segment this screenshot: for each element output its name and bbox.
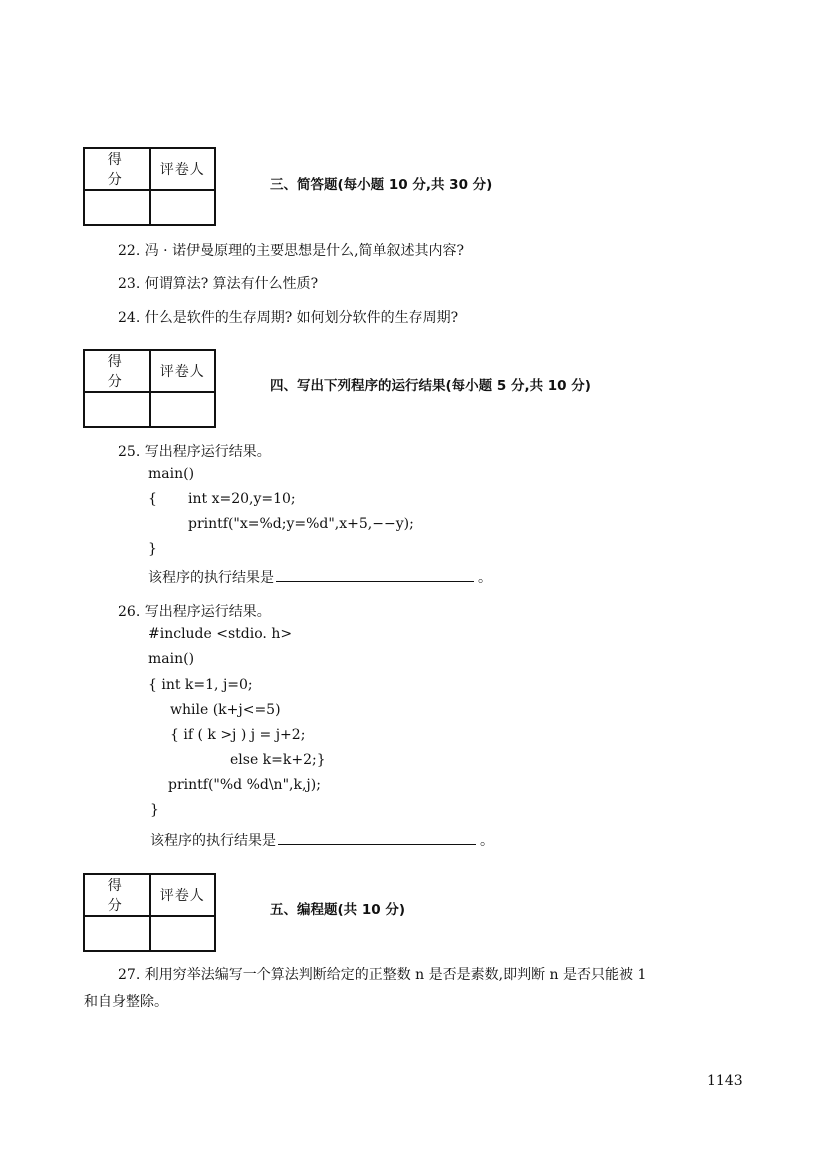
- code-line: }: [148, 541, 157, 557]
- grader-cell[interactable]: [150, 392, 216, 427]
- code-line: {: [148, 491, 157, 507]
- score-label: 得 分: [84, 148, 150, 190]
- code-line: main(): [148, 651, 195, 667]
- section4-title: 四、写出下列程序的运行结果(每小题 5 分,共 10 分): [270, 378, 591, 394]
- question-27-line2: 和自身整除。: [84, 994, 168, 1010]
- score-cell[interactable]: [84, 916, 150, 951]
- grader-label: 评卷人: [150, 874, 216, 916]
- code-line: while (k+j<=5): [170, 702, 281, 718]
- score-cell[interactable]: [84, 392, 150, 427]
- question-25-prompt: 25. 写出程序运行结果。: [118, 444, 271, 460]
- answer-blank[interactable]: [276, 567, 474, 582]
- question-24: 24. 什么是软件的生存周期? 如何划分软件的生存周期?: [118, 310, 459, 326]
- code-line: main(): [148, 466, 195, 482]
- score-box-section4: [83, 349, 216, 428]
- score-label: 得 分: [84, 874, 150, 916]
- result-end: 。: [478, 570, 492, 586]
- result-label: 该程序的执行结果是: [148, 570, 274, 586]
- result-label: 该程序的执行结果是: [150, 833, 276, 849]
- grader-label: 评卷人: [150, 350, 216, 392]
- question-25-result: [148, 567, 492, 587]
- page-number: 1143: [707, 1073, 743, 1089]
- code-line: { int k=1, j=0;: [148, 677, 253, 693]
- code-line: #include <stdio. h>: [148, 626, 293, 642]
- score-cell[interactable]: [84, 190, 150, 225]
- code-line: printf("%d %d\n",k,j);: [168, 777, 321, 793]
- result-end: 。: [480, 833, 494, 849]
- grader-cell[interactable]: [150, 190, 216, 225]
- code-line: else k=k+2;}: [230, 752, 326, 768]
- section5-title: 五、编程题(共 10 分): [270, 902, 406, 918]
- score-box-section5: [83, 873, 216, 952]
- question-26-prompt: 26. 写出程序运行结果。: [118, 604, 271, 620]
- score-box-section3: [83, 147, 216, 226]
- answer-blank[interactable]: [278, 830, 476, 845]
- code-line: { if ( k >j ) j = j+2;: [170, 727, 306, 743]
- question-27-line1: 27. 利用穷举法编写一个算法判断给定的正整数 n 是否是素数,即判断 n 是否只能被 1: [118, 967, 647, 983]
- question-23: 23. 何谓算法? 算法有什么性质?: [118, 276, 319, 292]
- code-line: printf("x=%d;y=%d",x+5,−−y);: [188, 516, 414, 532]
- code-line: int x=20,y=10;: [188, 491, 296, 507]
- score-label: 得 分: [84, 350, 150, 392]
- question-22: 22. 冯 · 诺伊曼原理的主要思想是什么,简单叙述其内容?: [118, 243, 465, 259]
- code-line: }: [150, 802, 159, 818]
- grader-label: 评卷人: [150, 148, 216, 190]
- grader-cell[interactable]: [150, 916, 216, 951]
- section3-title: 三、简答题(每小题 10 分,共 30 分): [270, 177, 493, 193]
- question-26-result: [150, 830, 494, 850]
